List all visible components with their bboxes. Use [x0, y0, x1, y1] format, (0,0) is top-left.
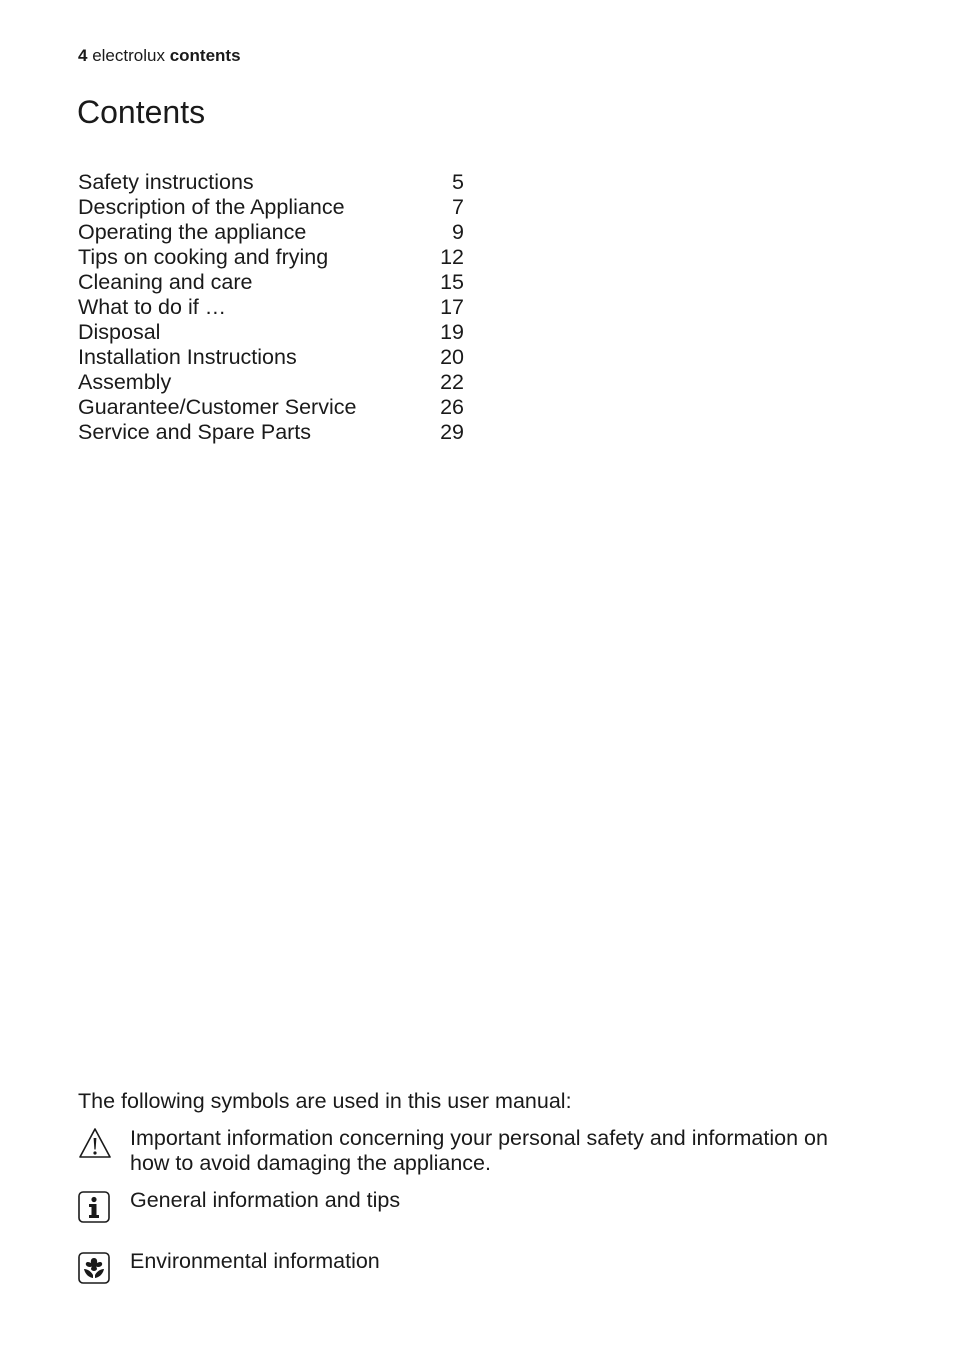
- toc-label: Operating the appliance: [78, 220, 307, 244]
- toc-label: Disposal: [78, 320, 161, 344]
- toc-label: Tips on cooking and frying: [78, 245, 329, 269]
- environment-icon: [78, 1252, 110, 1289]
- page-number: 4: [78, 46, 88, 65]
- toc-label: Service and Spare Parts: [78, 420, 312, 444]
- symbol-warning: [78, 1126, 878, 1182]
- toc-entry: [78, 420, 464, 445]
- toc-label: Description of the Appliance: [78, 195, 345, 219]
- toc-page: 15: [440, 270, 464, 294]
- toc-page: 17: [440, 295, 464, 319]
- toc-entry: [78, 345, 464, 370]
- toc-entry: [78, 270, 464, 295]
- toc-entry: [78, 395, 464, 420]
- symbol-text: General information and tips: [130, 1188, 401, 1212]
- page-title: Contents: [77, 94, 206, 130]
- symbols-intro: The following symbols are used in this user manual:: [78, 1089, 572, 1113]
- toc-entry: [78, 195, 464, 220]
- toc-page: 22: [440, 370, 464, 394]
- symbol-environment: [78, 1249, 878, 1289]
- toc-label: What to do if …: [78, 295, 227, 319]
- toc-entry: [78, 370, 464, 395]
- table-of-contents: [78, 170, 464, 445]
- toc-page: 7: [452, 195, 464, 219]
- toc-page: 20: [440, 345, 464, 369]
- toc-entry: [78, 220, 464, 245]
- toc-entry: [78, 295, 464, 320]
- toc-label: Cleaning and care: [78, 270, 253, 294]
- symbol-text: Environmental information: [130, 1249, 380, 1273]
- toc-page: 29: [440, 420, 464, 444]
- brand-name: electrolux: [92, 46, 165, 65]
- toc-page: 12: [440, 245, 464, 269]
- toc-entry: [78, 320, 464, 345]
- toc-label: Safety instructions: [78, 170, 254, 194]
- symbol-info: [78, 1188, 878, 1228]
- toc-entry: [78, 170, 464, 195]
- toc-label: Assembly: [78, 370, 172, 394]
- toc-label: Installation Instructions: [78, 345, 297, 369]
- toc-page: 9: [452, 220, 464, 244]
- section-name: contents: [169, 46, 241, 65]
- toc-page: 5: [452, 170, 464, 194]
- toc-label: Guarantee/Customer Service: [78, 395, 357, 419]
- toc-page: 26: [440, 395, 464, 419]
- toc-page: 19: [440, 320, 464, 344]
- page-header: [78, 46, 241, 66]
- warning-triangle-icon: [78, 1126, 112, 1165]
- symbol-text: Important information concerning your personal safety and information on how to avoid damaging the appliance.: [130, 1126, 828, 1175]
- info-icon: [78, 1191, 110, 1228]
- toc-entry: [78, 245, 464, 270]
